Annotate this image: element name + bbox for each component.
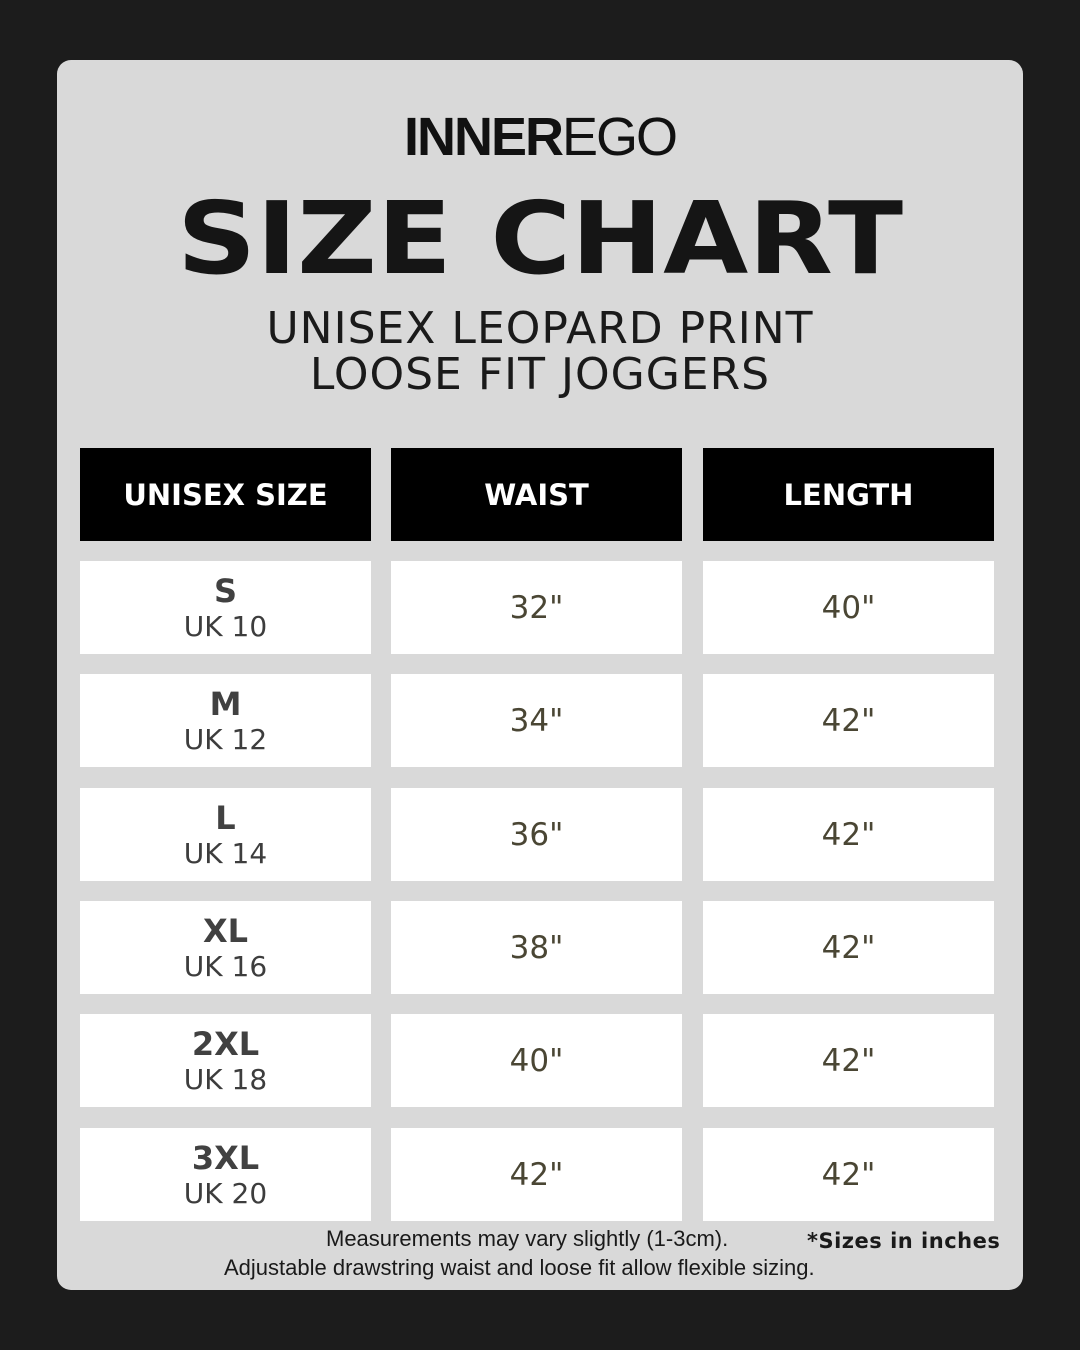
uk-size-label: UK 10 [183,609,268,643]
waist-value: 32" [509,589,564,626]
length-value: 42" [821,1042,876,1079]
length-value: 42" [821,1156,876,1193]
waist-cell [391,674,682,767]
page-title: SIZE CHART [176,180,904,297]
brand-logo-part-ego: EGO [561,107,677,167]
length-cell [703,1014,994,1107]
product-name-line-2: LOOSE FIT JOGGERS [309,349,771,400]
size-cell [80,788,371,881]
measurement-note: Measurements may vary slightly (1-3cm). [326,1226,729,1251]
size-cell [80,674,371,767]
size-label: S [213,571,238,610]
size-cell [80,1014,371,1107]
column-header-waist: WAIST [391,448,682,541]
fit-note: Adjustable drawstring waist and loose fit allow flexible sizing. [224,1255,815,1280]
waist-value: 40" [509,1042,564,1079]
length-cell [703,901,994,994]
size-label: L [215,798,236,837]
length-cell [703,674,994,767]
size-label: M [209,684,242,723]
length-cell [703,788,994,881]
length-value: 42" [821,929,876,966]
size-cell [80,561,371,654]
size-cell [80,901,371,994]
uk-size-label: UK 16 [183,949,268,983]
column-header-size: UNISEX SIZE [80,448,371,541]
length-value: 42" [821,702,876,739]
waist-value: 34" [509,702,564,739]
size-label: 2XL [191,1024,260,1063]
product-name-line-1: UNISEX LEOPARD PRINT [266,303,814,354]
waist-cell [391,1128,682,1221]
brand-logo [0,104,1080,170]
waist-cell [391,901,682,994]
waist-cell [391,561,682,654]
waist-cell [391,1014,682,1107]
column-header-length: LENGTH [703,448,994,541]
length-cell [703,1128,994,1221]
waist-value: 42" [509,1156,564,1193]
length-cell [703,561,994,654]
waist-cell [391,788,682,881]
length-value: 42" [821,816,876,853]
uk-size-label: UK 18 [183,1062,268,1096]
waist-value: 38" [509,929,564,966]
size-cell [80,1128,371,1221]
size-label: 3XL [191,1138,260,1177]
uk-size-label: UK 20 [183,1176,268,1210]
brand-logo-part-inner: INNER [403,107,562,167]
uk-size-label: UK 14 [183,836,268,870]
length-value: 40" [821,589,876,626]
units-note: *Sizes in inches [807,1229,1001,1253]
waist-value: 36" [509,816,564,853]
uk-size-label: UK 12 [183,722,268,756]
size-label: XL [202,911,249,950]
